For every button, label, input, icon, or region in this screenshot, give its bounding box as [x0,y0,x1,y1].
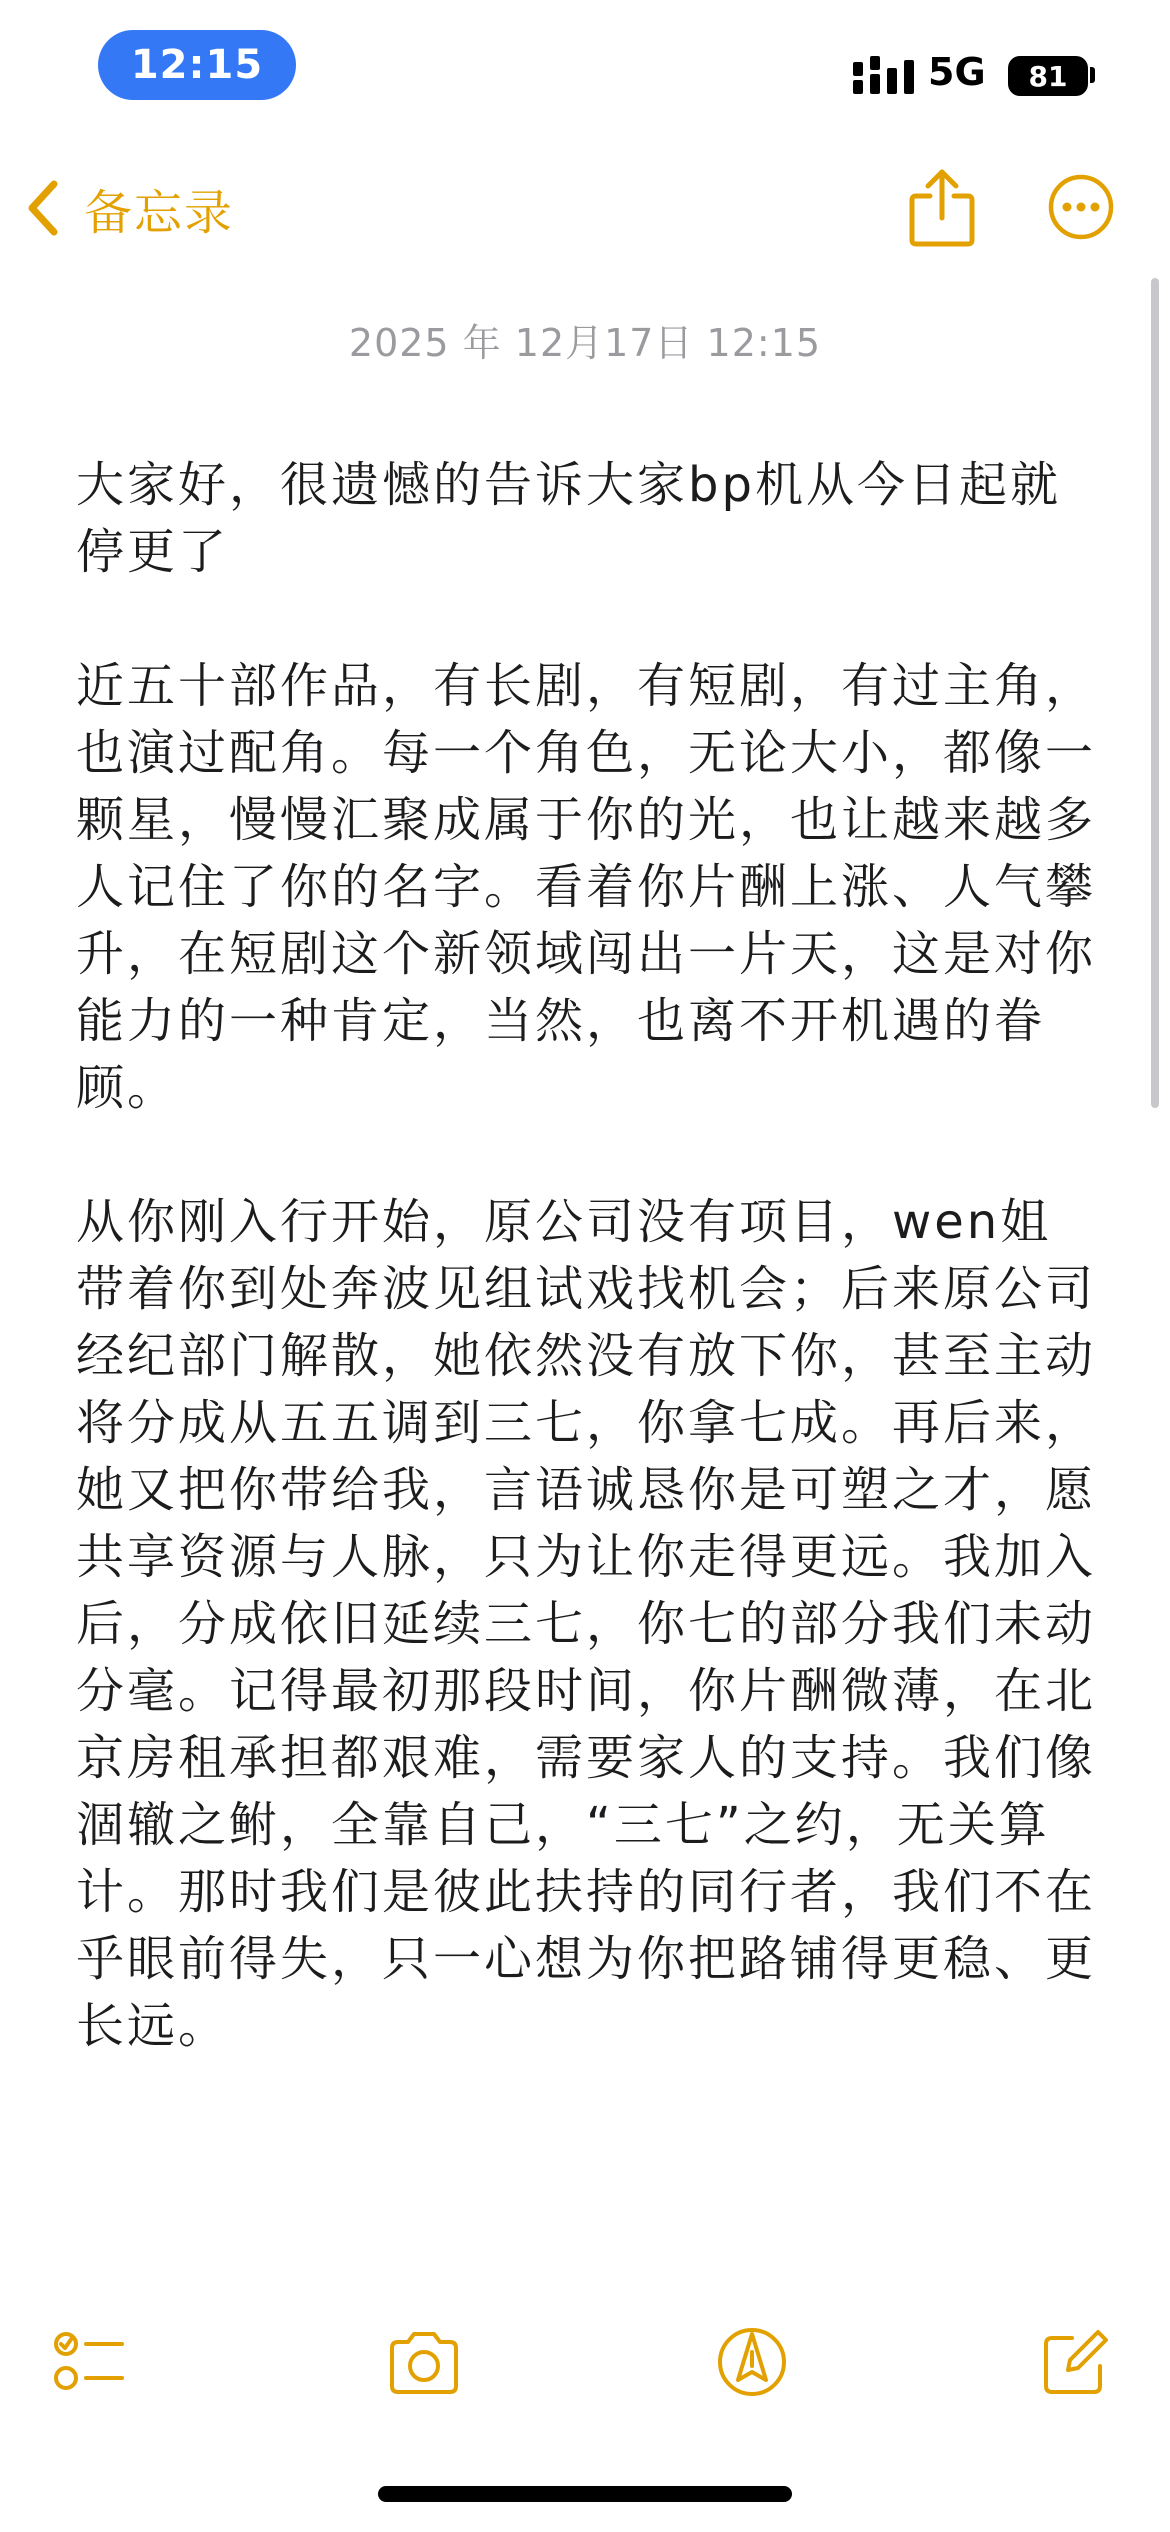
network-type: 5G [928,50,986,94]
checklist-icon[interactable] [50,2322,130,2402]
note-paragraph: 大家好，很遗憾的告诉大家bp机从今日起就停更了 [76,457,1061,580]
more-options-icon[interactable] [1048,174,1114,240]
camera-icon[interactable] [384,2322,464,2402]
status-time[interactable]: 12:15 [98,30,296,100]
note-body[interactable] [76,452,1096,2127]
markup-pen-icon[interactable] [712,2322,792,2402]
scroll-indicator[interactable] [1151,278,1159,1108]
compose-icon[interactable] [1036,2322,1116,2402]
back-button-label: 备忘录 [84,184,235,241]
battery-level: 81 [1008,56,1088,96]
back-button[interactable] [22,168,234,248]
chevron-left-icon [22,176,66,240]
battery-tip [1090,67,1095,83]
cellular-signal-icon [853,56,915,94]
note-paragraph: 从你刚入行开始，原公司没有项目，wen姐带着你到处奔波见组试戏找机会；后来原公司经纪部门解散，她依然没有放下你，甚至主动将分成从五五调到三七，你拿七成。再后来，她又把你带给我，言语诚恳你是可塑之才，愿共享资源与人脉，只为让你走得更远。我加入后，分成依旧延续三七，你七的部分我们未动分毫。记得最初那段时间，你片酬微薄，在北京房租承担都艰难，需要家人的支持。我们像涸辙之鲋，全靠自己，“三七”之约，无关算计。那时我们是彼此扶持的同行者，我们不在乎眼前得失，只一心想为你把路铺得更稳、更长远。 [76,1194,1097,2054]
note-date: 2025 年 12月17日 12:15 [348,321,822,365]
share-icon[interactable] [904,166,980,248]
home-indicator[interactable] [378,2486,792,2502]
note-paragraph: 近五十部作品，有长剧，有短剧，有过主角，也演过配角。每一个角色，无论大小，都像一颗星，慢慢汇聚成属于你的光，也让越来越多人记住了你的名字。看着你片酬上涨、人气攀升，在短剧这个新领域闯出一片天，这是对你能力的一种肯定，当然，也离不开机遇的眷顾。 [76,658,1097,1116]
